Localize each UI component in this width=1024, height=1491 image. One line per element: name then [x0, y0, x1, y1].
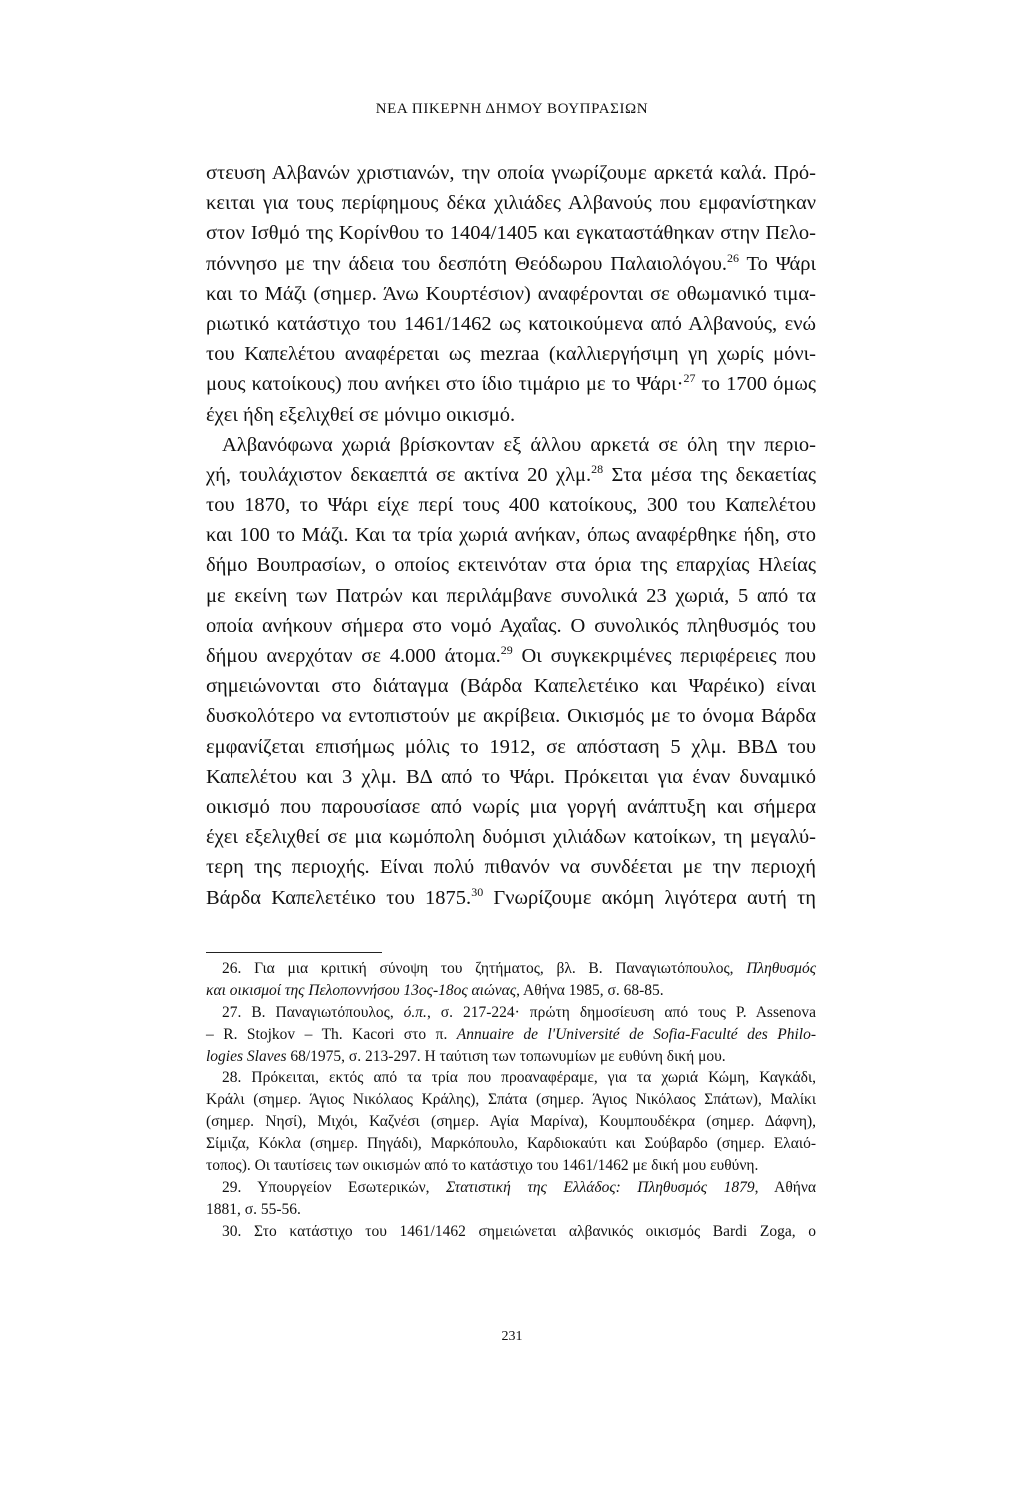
footnote-text: 68/1975, σ. 213-297. Η ταύτιση των τοπωνυμίων με ευθύνη δική μου. [286, 1047, 726, 1065]
text-line: Καπελέτου και 3 χλμ. ΒΔ από το Ψάρι. Πρόκειται για έναν δυναμικό [206, 765, 816, 788]
footnote-text: 26. Για μια κριτική σύνοψη του ζητήματος, βλ. Β. Παναγιωτόπουλος, [222, 960, 747, 977]
footnote-title: Πληθυσμός [746, 960, 816, 977]
text-segment: το 1700 όμως [695, 373, 817, 396]
footnote-text: 27. Β. Παναγιωτόπουλος, [222, 1003, 404, 1021]
footnote-27-cont [206, 1046, 816, 1068]
text-line: οικισμό που παρουσίασε από νωρίς μια γοργή ανάπτυξη και σήμερα [206, 795, 816, 818]
text-segment: Στα μέσα της δεκαετίας [603, 463, 816, 486]
text-segment: χή, τουλάχιστον δεκαεπτά σε ακτίνα 20 χλμ. [206, 463, 592, 486]
footnote-ref-26: 26 [726, 250, 739, 265]
footnote-ref-29: 29 [500, 643, 513, 657]
main-text [206, 158, 816, 913]
text-line: έχει εξελιχθεί σε μια κωμόπολη δυόμισι χιλιάδων κατοίκων, τη μεγαλύ- [206, 826, 816, 849]
footnote-29-cont: 1881, σ. 55-56. [206, 1200, 301, 1218]
footnote-text: , σ. 217-224· πρώτη δημοσίευση από τους P. Assenova [426, 1003, 817, 1021]
footnote-text: , Αθήνα 1985, σ. 68-85. [516, 981, 664, 999]
text-line [206, 883, 816, 913]
footnote-ref-30: 30 [471, 884, 484, 899]
footnote-title: Στατιστική της Ελλάδος: Πληθυσμός 1879 [445, 1178, 755, 1196]
text-line [206, 641, 816, 671]
text-line: σημειώνονται στο διάταγμα (Βάρδα Καπελετέικο και Ψαρέικο) είναι [206, 675, 816, 698]
text-line: δήμο Βουπρασίων, ο οποίος εκτεινόταν στα όρια της επαρχίας Ηλείας [206, 554, 816, 577]
text-line [206, 460, 816, 490]
footnote-26 [206, 958, 816, 980]
footnote-28-cont: Σίμιζα, Κόκλα (σημερ. Πηγάδι), Μαρκόπουλο, Καρδιοκαύτι και Σούβαρδο (σημερ. Ελαιό- [206, 1135, 816, 1153]
footnote-text: , Αθήνα [754, 1178, 816, 1196]
text-line [206, 369, 816, 399]
text-segment: Το Ψάρι [738, 252, 816, 275]
footnote-29 [206, 1177, 816, 1199]
text-segment: δήμου ανερχόταν σε 4.000 άτομα. [206, 645, 501, 667]
text-line: κειται για τους περίφημους δέκα χιλιάδες Αλβανούς που εμφανίστηκαν [206, 192, 816, 215]
text-segment: πόννησο με την άδεια του δεσπότη Θεόδωρου Παλαιολόγου. [206, 252, 727, 275]
footnote-divider [206, 952, 382, 953]
footnote-27 [206, 1002, 816, 1024]
footnote-ref-28: 28 [591, 461, 604, 476]
text-line: Αλβανόφωνα χωριά βρίσκονταν εξ άλλου αρκετά σε όλη την περιο- [222, 433, 816, 456]
footnote-text: 29. Υπουργείον Εσωτερικών, [222, 1178, 446, 1196]
text-segment: Γνωρίζουμε ακόμη λιγότερα αυτή τη [483, 886, 816, 909]
footnotes [206, 958, 816, 1243]
footnote-27-cont [206, 1024, 816, 1046]
footnote-28-cont: Κράλι (σημερ. Άγιος Νικόλαος Κράλης), Σπάτα (σημερ. Άγιος Νικόλαος Σπάτων), Μαλίκι [206, 1091, 816, 1109]
text-line: του 1870, το Ψάρι είχε περί τους 400 κατοίκους, 300 του Καπελέτου [206, 494, 816, 517]
text-line: τερη της περιοχής. Είναι πολύ πιθανόν να συνδέεται με την περιοχή [206, 856, 816, 879]
page-number: 231 [501, 1329, 523, 1344]
text-line: και 100 το Μάζι. Και τα τρία χωριά ανήκαν, όπως αναφέρθηκε ήδη, στο [206, 524, 816, 547]
footnote-28-cont: τοπος). Οι ταυτίσεις των οικισμών από το κατάστιχο του 1461/1462 με δική μου ευθύνη. [206, 1157, 759, 1175]
text-segment: Βάρδα Καπελετέικο του 1875. [206, 886, 472, 909]
text-line: και το Μάζι (σημερ. Άνω Κουρτέσιον) αναφέρονται σε οθωμανικό τιμα- [206, 282, 816, 305]
text-line: στευση Αλβανών χριστιανών, την οποία γνωρίζουμε αρκετά καλά. Πρό- [206, 162, 816, 184]
text-line: εμφανίζεται επισήμως μόλις το 1912, σε απόσταση 5 χλμ. ΒΒΔ του [206, 735, 816, 758]
text-line: με εκείνη των Πατρών και περιλάμβανε συνολικά 23 χωριά, 5 από τα [206, 584, 816, 607]
footnote-28-cont: (σημερ. Νησί), Μιχόι, Καζνέσι (σημερ. Αγία Μαρίνα), Κουμπουδέκρα (σημερ. Δάφνη), [206, 1113, 816, 1131]
text-line: δυσκολότερο να εντοπιστούν με ακρίβεια. Οικισμός με το όνομα Βάρδα [206, 705, 816, 728]
text-line [206, 249, 816, 279]
text-line: στον Ισθμό της Κορίνθου το 1404/1405 και εγκαταστάθηκαν στην Πελο- [206, 222, 816, 245]
text-segment: μους κατοίκους) που ανήκει στο ίδιο τιμάριο με το Ψάρι· [206, 373, 684, 396]
text-line: ριωτικό κατάστιχο του 1461/1462 ως κατοικούμενα από Αλβανούς, ενώ [206, 312, 816, 335]
text-segment: Οι συγκεκριμένες περιφέρειες που [512, 645, 816, 667]
footnote-title: Annuaire de l'Université de Sofia-Faculté des Philo- [456, 1025, 816, 1043]
footnote-text: – R. Stojkov – Th. Kacori στο π. [206, 1025, 457, 1043]
text-line: του Καπελέτου αναφέρεται ως mezraa (καλλιεργήσιμη γη χωρίς μόνι- [206, 343, 816, 366]
footnote-30: 30. Στο κατάστιχο του 1461/1462 σημειώνεται αλβανικός οικισμός Bardi Zoga, ο [222, 1222, 816, 1240]
footnote-title: ό.π. [403, 1003, 427, 1021]
footnote-title: και οικισμοί της Πελοποννήσου 13ος-18ος αιώνας [206, 981, 517, 999]
footnote-ref-27: 27 [683, 371, 696, 386]
text-line: έχει ήδη εξελιχθεί σε μόνιμο οικισμό. [206, 403, 516, 426]
running-head: ΝΕΑ ΠΙΚΕΡΝΗ ΔΗΜΟΥ ΒΟΥΠΡΑΣΙΩΝ [375, 101, 649, 117]
text-line: οποία ανήκουν σήμερα στο νομό Αχαΐας. Ο συνολικός πληθυσμός του [206, 614, 816, 637]
footnote-26-cont [206, 980, 816, 1002]
footnote-title: logies Slaves [206, 1047, 287, 1065]
footnote-28: 28. Πρόκειται, εκτός από τα τρία που προαναφέραμε, για τα χωριά Κώμη, Καγκάδι, [222, 1069, 816, 1087]
